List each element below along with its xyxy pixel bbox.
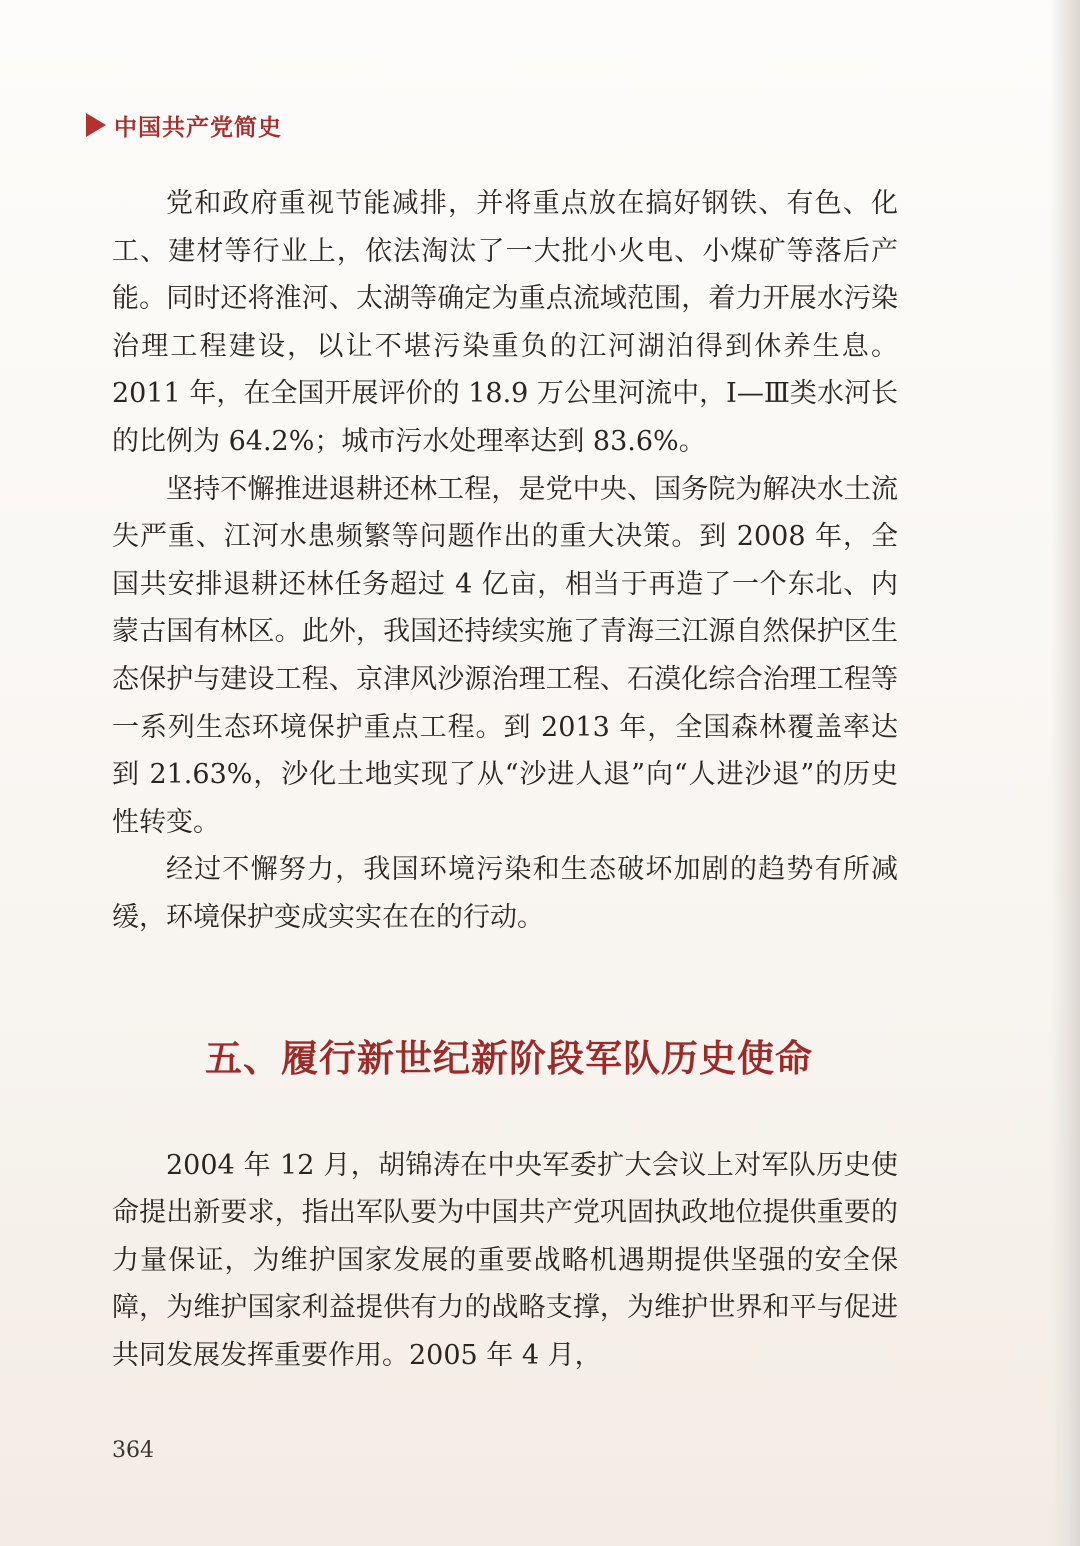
section-heading bbox=[112, 942, 898, 1142]
page-number: 364 bbox=[112, 1438, 154, 1463]
paragraph-military-mission: 2004 年 12 月，胡锦涛在中央军委扩大会议上对军队历史使命提出新要求，指出军队要为中国共产党巩固执政地位提供重要的力量保证，为维护国家发展的重要战略机遇期提供坚强的安全保障，为维护国家利益提供有力的战略支撑，为维护世界和平与促进共同发展发挥重要作用。2005 年 4 月， bbox=[112, 1149, 898, 1371]
page-body bbox=[112, 180, 898, 1379]
paragraph-results: 经过不懈努力，我国环境污染和生态破坏加剧的趋势有所减缓，环境保护变成实实在在的行动。 bbox=[112, 854, 898, 933]
page-edge-shadow bbox=[1050, 0, 1080, 1546]
section-heading-text: 五、履行新世纪新阶段军队历史使命 bbox=[205, 1036, 813, 1080]
paragraph-reforestation: 坚持不懈推进退耕还林工程，是党中央、国务院为解决水土流失严重、江河水患频繁等问题作出的重大决策。到 2008 年，全国共安排退耕还林任务超过 4 亿亩，相当于再造了一个东北、内蒙古国有林区。此外，我国还持续实施了青海三江源自然保护区生态保护与建设工程、京津风沙源治理工程、石漠化综合治理工程等一系列生态环境保护重点工程。到 2013 年，全国森林覆盖率达到 21.63%，沙化土地实现了从“沙进人退”向“人进沙退”的历史性转变。 bbox=[112, 473, 898, 838]
triangle-marker-icon bbox=[86, 113, 106, 137]
paragraph-energy-saving: 党和政府重视节能减排，并将重点放在搞好钢铁、有色、化工、建材等行业上，依法淘汰了一大批小火电、小煤矿等落后产能。同时还将淮河、太湖等确定为重点流域范围，着力开展水污染治理工程建设，以让不堪污染重负的江河湖泊得到休养生息。2011 年，在全国开展评价的 18.9 万公里河流中，Ⅰ—Ⅲ类水河长的比例为 64.2%；城市污水处理率达到 83.6%。 bbox=[112, 188, 898, 457]
running-header bbox=[86, 108, 282, 142]
running-title: 中国共产党简史 bbox=[114, 114, 282, 141]
